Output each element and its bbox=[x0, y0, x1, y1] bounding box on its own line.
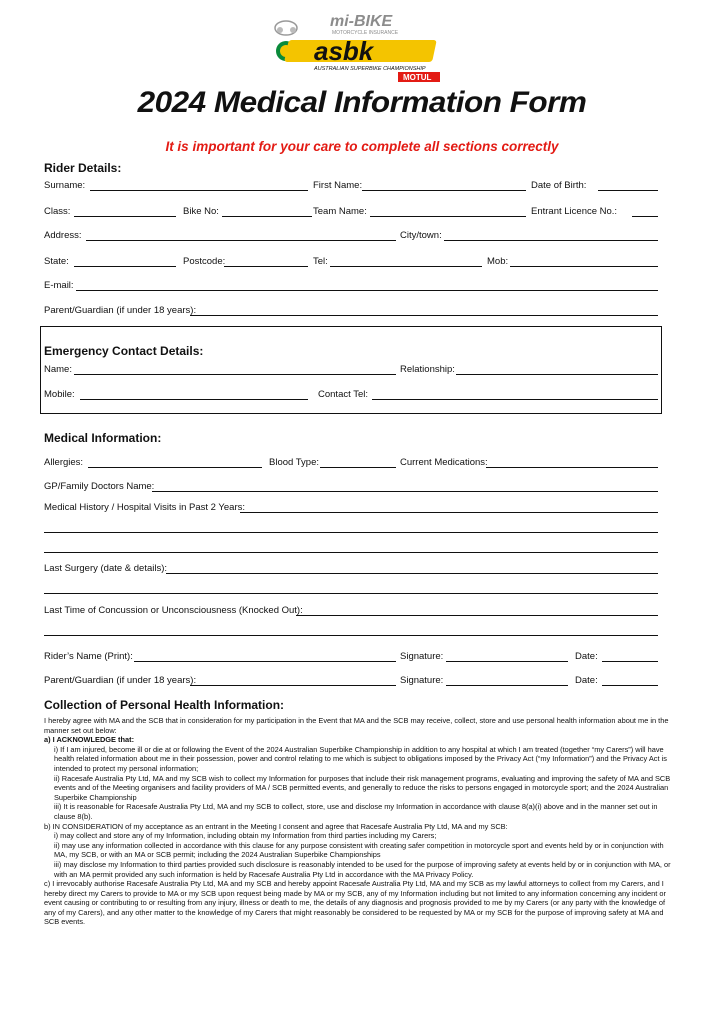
emergency-heading: Emergency Contact Details: bbox=[44, 344, 204, 358]
gp-field[interactable] bbox=[152, 491, 658, 492]
bike-no-label: Bike No: bbox=[183, 206, 219, 217]
signature2-label: Signature: bbox=[400, 675, 444, 686]
emergency-mobile-label: Mobile: bbox=[44, 389, 75, 400]
dob-label: Date of Birth: bbox=[531, 180, 587, 191]
clause-a-iii: iii) It is reasonable for Racesafe Australia Pty Ltd, MA and my SCB to collect, store, use and disclose my Information in accordance with clause 8(a)(i) above and in the manner set out in clause 8(b). bbox=[54, 802, 658, 821]
contact-tel-field[interactable] bbox=[372, 399, 658, 400]
first-name-label: First Name: bbox=[313, 180, 363, 191]
licence-field[interactable] bbox=[632, 216, 658, 217]
state-field[interactable] bbox=[74, 266, 176, 267]
city-label: City/town: bbox=[400, 230, 442, 241]
collection-heading: Collection of Personal Health Information: bbox=[44, 698, 285, 712]
page-title: 2024 Medical Information Form bbox=[137, 86, 587, 119]
logo-mark: asbk bbox=[314, 36, 374, 66]
history-line-3[interactable] bbox=[44, 552, 658, 553]
clause-b-heading: b) IN CONSIDERATION of my acceptance as an entrant in the Meeting I consent and agree that Racesafe Australia Pty Ltd, MA and my SCB: bbox=[44, 821, 508, 831]
guardian2-label: Parent/Guardian (if under 18 years): bbox=[44, 675, 197, 686]
blood-type-label: Blood Type: bbox=[269, 457, 320, 468]
relationship-field[interactable] bbox=[456, 374, 658, 375]
email-field[interactable] bbox=[76, 290, 658, 291]
blood-type-field[interactable] bbox=[320, 467, 396, 468]
medications-label: Current Medications: bbox=[400, 457, 488, 468]
date2-field[interactable] bbox=[602, 685, 658, 686]
clause-a-i: i) If I am injured, become ill or die at or following the Event of the 2024 Australian Superbike Championship in addition to any hospital at which I am treated (together “my Carers”) will have health related information about me in their possession, power and control relating to me which is subject to obligations imposed by the Privacy Act (“my Information”) and the Privacy Act is intended to protect my personal information; bbox=[54, 744, 667, 773]
medical-heading: Medical Information: bbox=[44, 431, 162, 445]
bike-no-field[interactable] bbox=[222, 216, 312, 217]
emergency-contact-box bbox=[40, 326, 662, 414]
consent-text bbox=[44, 716, 676, 927]
clause-c: c) I irrevocably authorise Racesafe Australia Pty Ltd, MA and my SCB and hereby appoint Racesafe Australia Pty Ltd, MA and my SCB as my lawful attorneys to collect from my Carers, and I hereby direct my Carers to provide to MA or my SCB upon request being made by MA or my SCB, any of my Information including but not limited to any information concerning any incident or event causing or contributing to or resulting from any injury, illness or death to me, the details of any diagnosis and prognosis provided to me by my Carers (or any party with the knowledge of any of my Carers), and any other matter to the knowledge of my Carers that might reasonably be considered to be requested by MA or my SCB for the purpose of improving safety at MA and SCB events. bbox=[44, 879, 666, 927]
logo-brand: mi-BIKE bbox=[330, 13, 393, 30]
rider-name-label: Rider’s Name (Print): bbox=[44, 651, 133, 662]
medications-field[interactable] bbox=[486, 467, 658, 468]
guardian2-field[interactable] bbox=[190, 685, 396, 686]
concussion-line-2[interactable] bbox=[44, 635, 658, 636]
tel-label: Tel: bbox=[313, 256, 328, 267]
team-name-field[interactable] bbox=[370, 216, 526, 217]
gp-label: GP/Family Doctors Name: bbox=[44, 481, 155, 492]
emergency-mobile-field[interactable] bbox=[80, 399, 308, 400]
signature-field[interactable] bbox=[446, 661, 568, 662]
logo-sub: MOTORCYCLE INSURANCE bbox=[332, 30, 399, 36]
surname-field[interactable] bbox=[90, 190, 308, 191]
history-field[interactable] bbox=[240, 512, 658, 513]
rider-details-heading: Rider Details: bbox=[44, 161, 122, 175]
concussion-label: Last Time of Concussion or Unconsciousness (Knocked Out): bbox=[44, 605, 303, 616]
logo-tag: AUSTRALIAN SUPERBIKE CHAMPIONSHIP bbox=[314, 66, 426, 72]
postcode-label: Postcode: bbox=[183, 256, 226, 267]
mob-label: Mob: bbox=[487, 256, 509, 267]
city-field[interactable] bbox=[444, 240, 658, 241]
tel-field[interactable] bbox=[330, 266, 482, 267]
address-label: Address: bbox=[44, 230, 82, 241]
surgery-line-2[interactable] bbox=[44, 593, 658, 594]
signature2-field[interactable] bbox=[446, 685, 568, 686]
clause-b-ii: ii) may use any information collected in accordance with this clause for any purpose consistent with creating safer competition in motorcycle sport and events held by or in conjunction with MA, my SCB, or with an MA or SCB permit; including the 2024 Australian Superbike Championships bbox=[54, 840, 664, 860]
class-label: Class: bbox=[44, 206, 71, 217]
history-line-2[interactable] bbox=[44, 532, 658, 533]
state-label: State: bbox=[44, 256, 69, 267]
date-field[interactable] bbox=[602, 661, 658, 662]
address-field[interactable] bbox=[86, 240, 396, 241]
page-subtitle: It is important for your care to complete all sections correctly bbox=[165, 139, 559, 154]
clause-b-iii: iii) may disclose my Information to third parties provided such disclosure is reasonably intended to be used for the purpose of improving safety at events held by or in conjunction with MA, or with an MA permit provided any such information is held by Racesafe Australia Pty Ltd in accordance with the MA Privacy Policy. bbox=[54, 859, 671, 879]
emergency-name-field[interactable] bbox=[74, 374, 396, 375]
history-label: Medical History / Hospital Visits in Past 2 Years: bbox=[44, 502, 245, 513]
mob-field[interactable] bbox=[510, 266, 658, 267]
emergency-name-label: Name: bbox=[44, 364, 72, 375]
email-label: E-mail: bbox=[44, 280, 74, 291]
clause-a-heading: a) I ACKNOWLEDGE that: bbox=[44, 735, 135, 745]
postcode-field[interactable] bbox=[224, 266, 308, 267]
logo-sponsor: MOTUL bbox=[403, 73, 432, 82]
licence-label: Entrant Licence No.: bbox=[531, 206, 618, 217]
contact-tel-label: Contact Tel: bbox=[318, 389, 368, 400]
date2-label: Date: bbox=[575, 675, 598, 686]
guardian-field[interactable] bbox=[190, 315, 658, 316]
surgery-field[interactable] bbox=[166, 573, 658, 574]
clause-a-ii: ii) Racesafe Australia Pty Ltd, MA and my SCB wish to collect my Information for purposes that include their risk management programs, evaluating and improving the safety of MA and SCB events and of the Meeting organisers and facility providers of MA / SCB permitted events, and generally to reduce the risks to persons engaged in motorcycle sport; and the 2024 Australian Superbike Championship bbox=[54, 773, 671, 802]
team-name-label: Team Name: bbox=[313, 206, 367, 217]
class-field[interactable] bbox=[74, 216, 176, 217]
asbk-logo bbox=[272, 6, 448, 82]
surgery-label: Last Surgery (date & details): bbox=[44, 563, 168, 574]
signature-label: Signature: bbox=[400, 651, 444, 662]
allergies-field[interactable] bbox=[88, 467, 262, 468]
clause-b-i: i) may collect and store any of my Information, including obtain my Information from third parties including my Carers; bbox=[54, 831, 437, 841]
rider-name-field[interactable] bbox=[134, 661, 396, 662]
first-name-field[interactable] bbox=[362, 190, 526, 191]
consent-intro: I hereby agree with MA and the SCB that in consideration for my participation in the Event that MA and the SCB may receive, collect, store and use personal health information about me in the manner set out below: bbox=[44, 716, 669, 735]
allergies-label: Allergies: bbox=[44, 457, 84, 468]
guardian-label: Parent/Guardian (if under 18 years): bbox=[44, 305, 197, 316]
concussion-field[interactable] bbox=[296, 615, 658, 616]
surname-label: Surname: bbox=[44, 180, 86, 191]
relationship-label: Relationship: bbox=[400, 364, 455, 375]
date-label: Date: bbox=[575, 651, 598, 662]
dob-field[interactable] bbox=[598, 190, 658, 191]
